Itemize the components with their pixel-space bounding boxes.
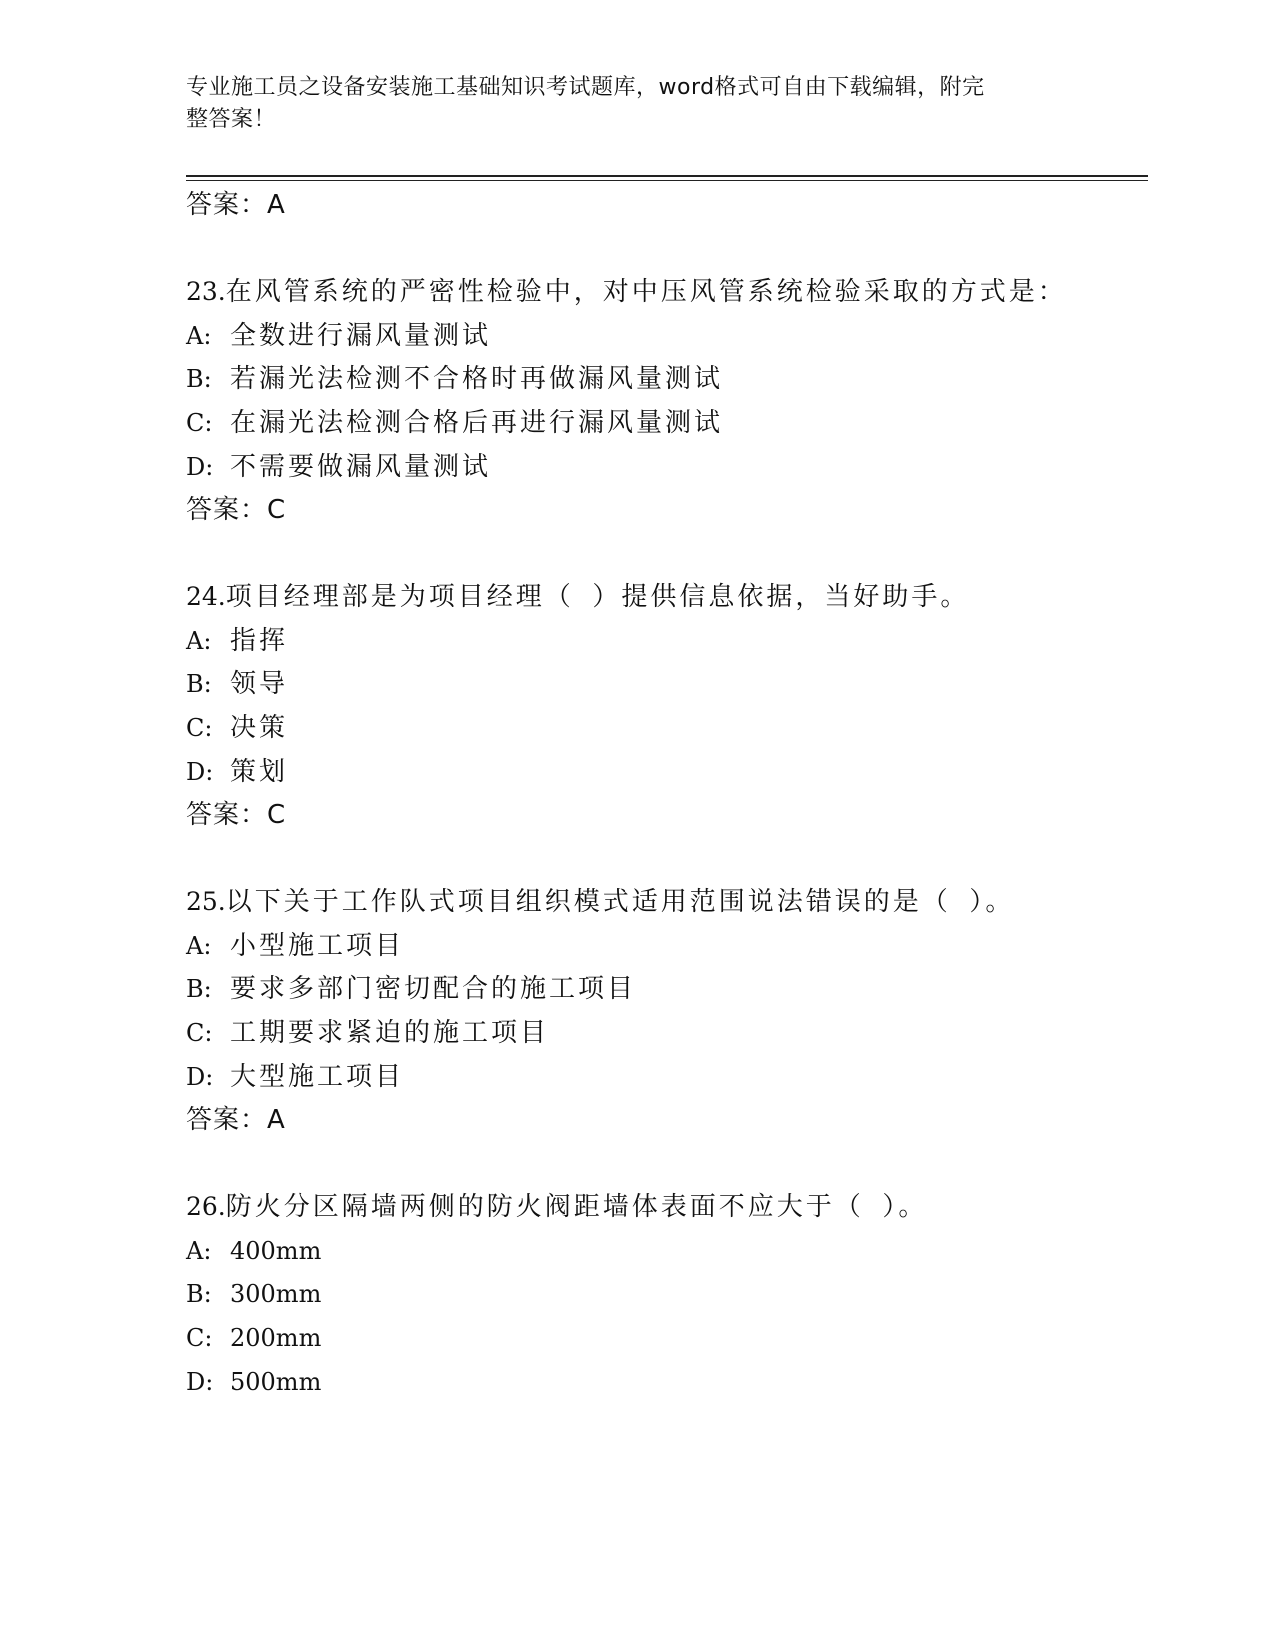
option-24-d: [186, 755, 288, 789]
question-text: 以下关于工作队式项目组织模式适用范围说法错误的是（ ）。: [225, 887, 1015, 917]
header-line-2: 整答案！: [186, 107, 277, 132]
question-26: [186, 1190, 927, 1224]
option-26-c: [186, 1321, 321, 1355]
option-text: 在漏光法检测合格后再进行漏风量测试: [230, 408, 724, 438]
header-divider-thin: [186, 180, 1148, 181]
option-letter: C:: [186, 1019, 213, 1047]
option-23-d: [186, 450, 491, 484]
option-23-c: [186, 406, 723, 440]
option-letter: B:: [186, 1280, 212, 1308]
answer-line-top: 答案：A: [186, 190, 286, 220]
question-number: 24.: [186, 582, 226, 611]
option-letter: D:: [186, 1368, 214, 1396]
option-25-d: [186, 1060, 404, 1094]
option-letter: A:: [186, 1237, 212, 1265]
question-number: 26.: [186, 1192, 226, 1221]
option-letter: A:: [186, 932, 212, 960]
option-24-b: [186, 667, 288, 701]
option-26-d: [186, 1365, 321, 1399]
option-letter: D:: [186, 758, 214, 786]
answer-24: 答案：C: [186, 800, 287, 830]
option-25-c: [186, 1016, 549, 1050]
option-26-b: [186, 1277, 321, 1311]
option-letter: A:: [186, 322, 212, 350]
question-number: 25.: [186, 887, 226, 916]
option-text: 工期要求紧迫的施工项目: [230, 1018, 550, 1048]
option-letter: C:: [186, 714, 213, 742]
option-letter: B:: [186, 365, 212, 393]
option-text: 大型施工项目: [230, 1062, 405, 1092]
option-text: 指挥: [230, 626, 289, 656]
option-text: 200mm: [230, 1324, 322, 1352]
header-divider-thick: [186, 175, 1148, 177]
question-25: [186, 885, 1014, 919]
option-text: 若漏光法检测不合格时再做漏风量测试: [230, 364, 724, 394]
option-24-c: [186, 711, 288, 745]
option-text: 小型施工项目: [230, 931, 405, 961]
option-letter: C:: [186, 409, 213, 437]
question-23: [186, 275, 1067, 309]
option-letter: C:: [186, 1324, 213, 1352]
option-text: 400mm: [230, 1237, 322, 1265]
option-letter: D:: [186, 1063, 214, 1091]
question-number: 23.: [186, 277, 226, 306]
option-letter: B:: [186, 670, 212, 698]
option-text: 要求多部门密切配合的施工项目: [230, 974, 637, 1004]
question-text: 在风管系统的严密性检验中，对中压风管系统检验采取的方式是：: [225, 277, 1067, 307]
option-26-a: [186, 1234, 321, 1268]
option-text: 500mm: [230, 1368, 322, 1396]
option-23-b: [186, 362, 723, 396]
option-text: 全数进行漏风量测试: [230, 321, 492, 351]
option-25-a: [186, 929, 404, 963]
option-text: 领导: [230, 669, 289, 699]
option-24-a: [186, 624, 288, 658]
option-letter: A:: [186, 627, 212, 655]
option-text: 300mm: [230, 1280, 322, 1308]
option-23-a: [186, 319, 491, 353]
document-header: [186, 72, 1066, 136]
option-text: 不需要做漏风量测试: [230, 452, 492, 482]
option-text: 策划: [230, 757, 289, 787]
header-line-1: 专业施工员之设备安装施工基础知识考试题库，word格式可自由下载编辑，附完: [186, 75, 985, 100]
option-25-b: [186, 972, 636, 1006]
option-letter: B:: [186, 975, 212, 1003]
answer-25: 答案：A: [186, 1105, 286, 1135]
question-24: [186, 580, 969, 614]
question-text: 项目经理部是为项目经理（ ）提供信息依据，当好助手。: [225, 582, 970, 612]
option-letter: D:: [186, 453, 214, 481]
option-text: 决策: [230, 713, 289, 743]
answer-23: 答案：C: [186, 495, 287, 525]
question-text: 防火分区隔墙两侧的防火阀距墙体表面不应大于（ ）。: [225, 1192, 928, 1222]
